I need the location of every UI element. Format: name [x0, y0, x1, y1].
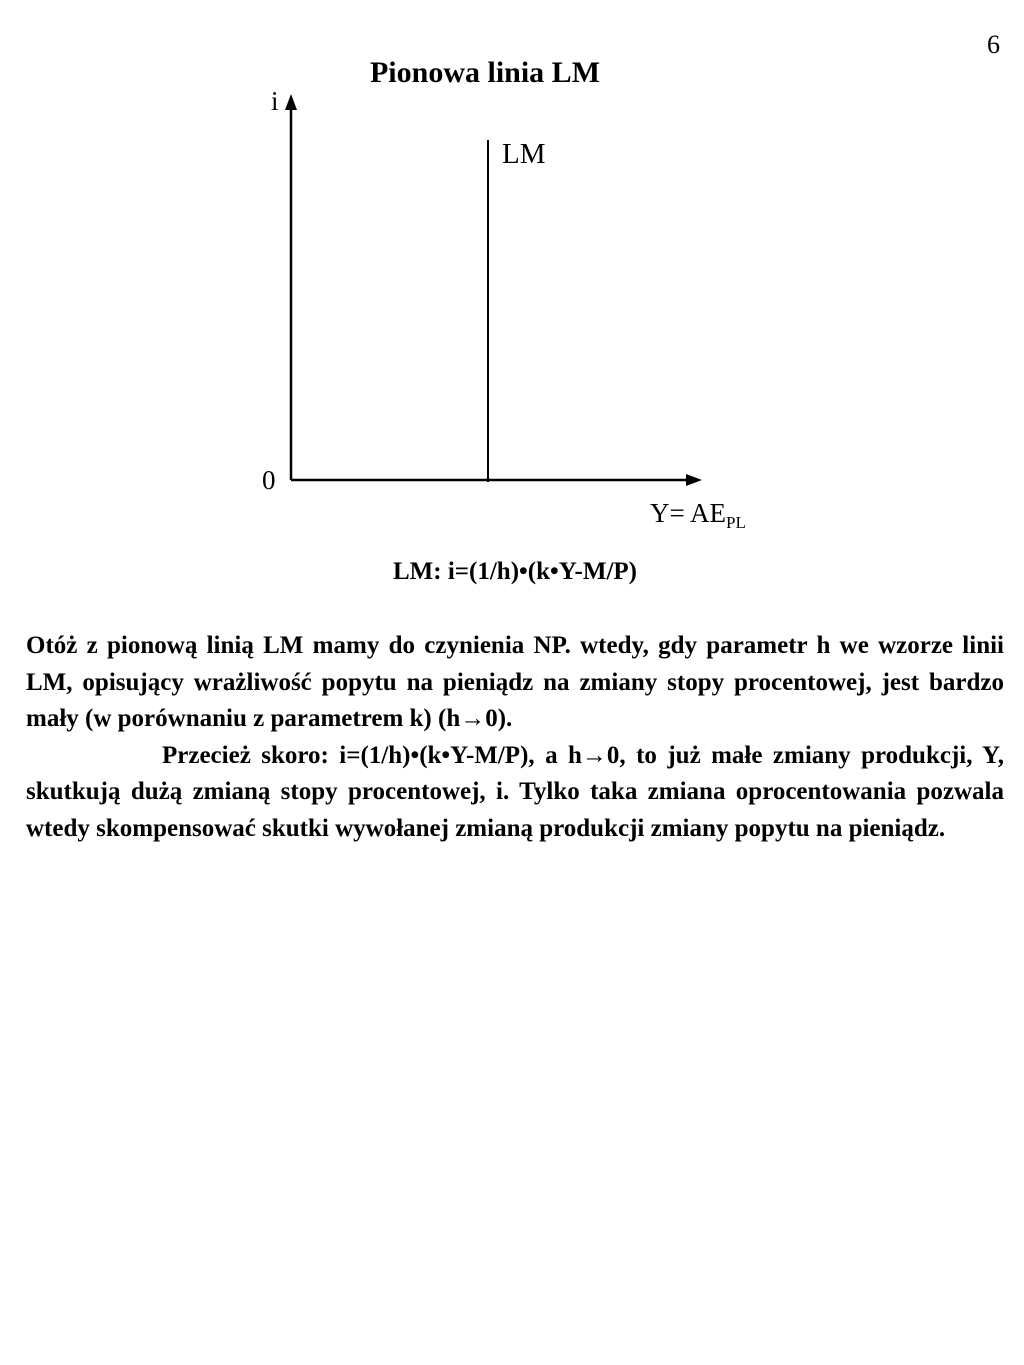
y-axis-arrowhead	[285, 94, 297, 110]
origin-label: 0	[262, 465, 276, 495]
body-text	[26, 628, 1004, 847]
lm-curve-label: LM	[502, 138, 546, 170]
page-number: 6	[987, 30, 1000, 59]
y-axis-label: i	[271, 86, 279, 116]
page-title: Pionowa linia LM	[369, 56, 601, 89]
paragraph-2: Przecież skoro: i=(1/h)•(k•Y-M/P), a h→0, to już małe zmiany produkcji, Y, skutkują dużą zmianą stopy procentowej, i. Tylko taka zmiana oprocentowania pozwala wtedy skompensować skutki wywołanej zmianą produkcji zmiany popytu na pieniądz.	[26, 741, 1004, 842]
paragraph-1: Otóż z pionową linią LM mamy do czynienia NP. wtedy, gdy parametr h we wzorze linii LM, opisujący wrażliwość popytu na pieniądz na zmiany stopy procentowej, jest bardzo mały (w porównaniu z parametrem k) (h→0).	[26, 632, 1004, 732]
x-axis-label	[650, 498, 746, 532]
lm-formula: LM: i=(1/h)•(k•Y-M/P)	[393, 558, 637, 585]
x-axis-arrowhead	[686, 474, 702, 486]
lm-diagram	[0, 0, 1024, 560]
x-axis-label-subscript: PL	[725, 513, 746, 532]
x-axis-label-main: Y= AE	[650, 498, 726, 528]
